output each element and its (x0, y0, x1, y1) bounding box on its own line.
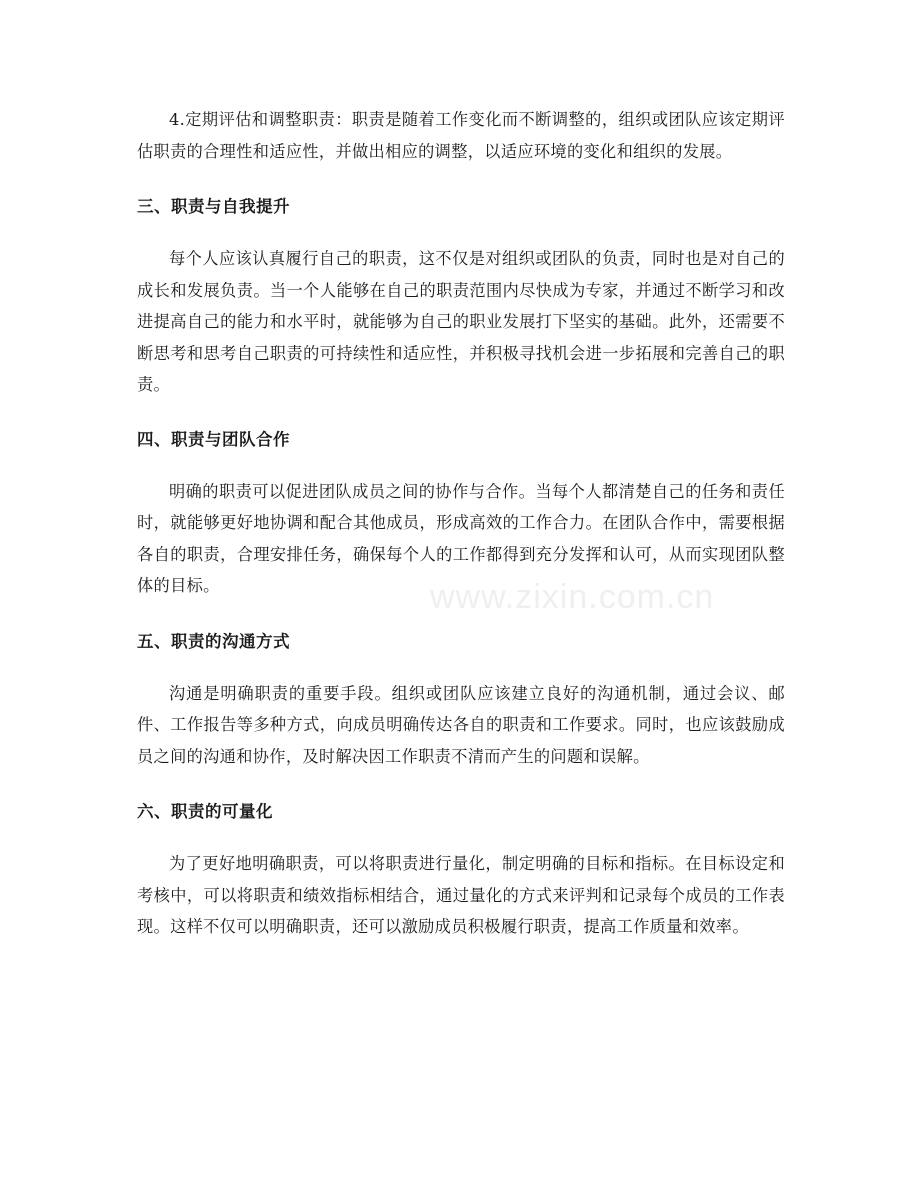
section-heading-communication: 五、职责的沟通方式 (137, 631, 290, 651)
document-body (137, 104, 785, 943)
paragraph-quantification: 为了更好地明确职责，可以将职责进行量化，制定明确的目标和指标。在目标设定和考核中，可以将职责和绩效指标相结合，通过量化的方式来评判和记录每个成员的工作表现。这样不仅可以明确职责，还可以激励成员积极履行职责，提高工作质量和效率。 (137, 854, 785, 936)
paragraph-teamwork: 明确的职责可以促进团队成员之间的协作与合作。当每个人都清楚自己的任务和责任时，就能够更好地协调和配合其他成员，形成高效的工作合力。在团队合作中，需要根据各自的职责，合理安排任务，确保每个人的工作都得到充分发挥和认可，从而实现团队整体的目标。 (137, 481, 785, 595)
section-heading-self-improvement: 三、职责与自我提升 (137, 197, 290, 216)
paragraph-communication: 沟通是明确职责的重要手段。组织或团队应该建立良好的沟通机制，通过会议、邮件、工作报告等多种方式，向成员明确传达各自的职责和工作要求。同时，也应该鼓励成员之间的沟通和协作，及时解决因工作职责不清而产生的问题和误解。 (137, 683, 785, 766)
paragraph-periodic-review: 4.定期评估和调整职责：职责是随着工作变化而不断调整的，组织或团队应该定期评估职责的合理性和适应性，并做出相应的调整，以适应环境的变化和组织的发展。 (137, 110, 785, 161)
watermark: www.zixin.com.cn (430, 578, 715, 616)
section-heading-quantification: 六、职责的可量化 (137, 802, 273, 821)
paragraph-self-improvement: 每个人应该认真履行自己的职责，这不仅是对组织或团队的负责，同时也是对自己的成长和发展负责。当一个人能够在自己的职责范围内尽快成为专家，并通过不断学习和改进提高自己的能力和水平时，就能够为自己的职业发展打下坚实的基础。此外，还需要不断思考和思考自己职责的可持续性和适应性，并积极寻找机会进一步拓展和完善自己的职责。 (137, 249, 785, 394)
section-heading-teamwork: 四、职责与团队合作 (137, 429, 290, 449)
